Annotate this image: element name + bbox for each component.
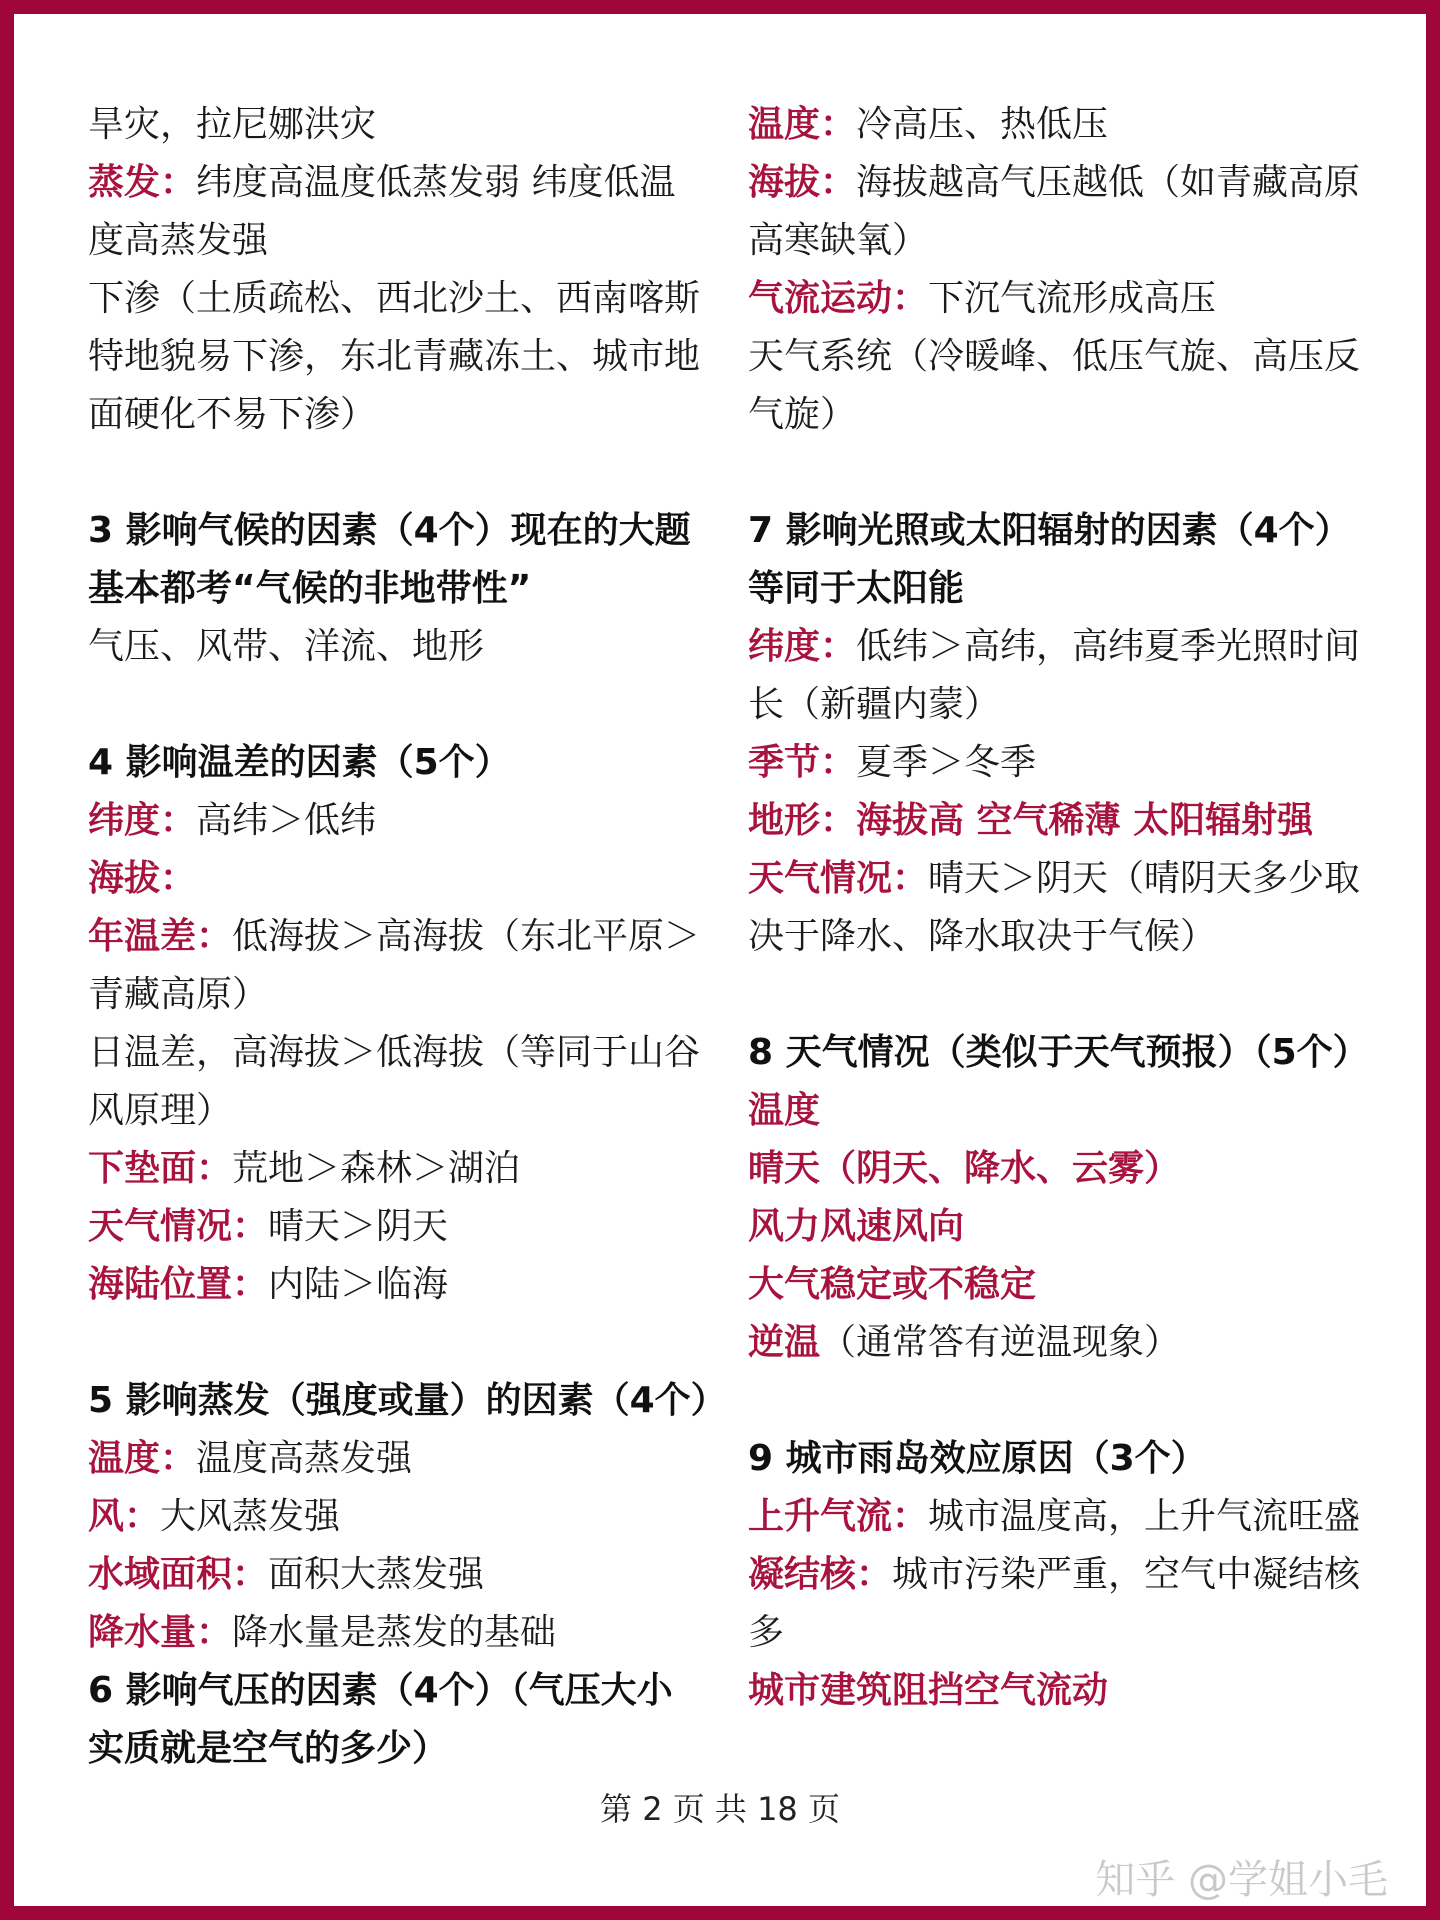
term-label: 海陆位置： [88, 1264, 269, 1305]
text-line: 水域面积：面积大蒸发强 [88, 1554, 485, 1595]
highlight-text: 风力风速风向 [748, 1206, 965, 1247]
text-line: 度高蒸发强 [88, 220, 269, 261]
text-line: 高寒缺氧） [748, 220, 929, 261]
text-line: 季节：夏季＞冬季 [748, 742, 1037, 783]
term-label: 海拔： [88, 858, 197, 899]
spacer [748, 1372, 1368, 1430]
text-line: 降水量：降水量是蒸发的基础 [88, 1612, 557, 1653]
section-heading-6-cont: 实质就是空气的多少） [88, 1728, 449, 1769]
term-label: 季节： [748, 742, 857, 783]
term-label: 凝结核： [748, 1554, 893, 1595]
text-line: 气旋） [748, 394, 857, 435]
term-label: 下垫面： [88, 1148, 233, 1189]
text-line [748, 1198, 1368, 1256]
spacer [88, 1314, 708, 1372]
highlight-text: 城市建筑阻挡空气流动 [748, 1670, 1109, 1711]
term-label: 天气情况： [88, 1206, 269, 1247]
term-label: 地形： [748, 800, 857, 841]
text-line: 旱灾，拉尼娜洪灾 [88, 104, 377, 145]
text-line: 逆温（通常答有逆温现象） [748, 1322, 1181, 1363]
term-label: 温度： [748, 104, 857, 145]
section-heading-3-cont: 基本都考“气候的非地带性” [88, 568, 532, 609]
term-label: 纬度： [88, 800, 197, 841]
text-line: 纬度：高纬＞低纬 [88, 800, 377, 841]
text-line: 下垫面：荒地＞森林＞湖泊 [88, 1148, 521, 1189]
section-heading-5: 5 影响蒸发（强度或量）的因素（4个） [88, 1380, 727, 1421]
text-line: 特地貌易下渗，东北青藏冻土、城市地 [88, 336, 701, 377]
text-line: 天气情况：晴天＞阴天（晴阴天多少取 [748, 858, 1361, 899]
spacer [88, 676, 708, 734]
text-line: 长（新疆内蒙） [748, 684, 1001, 725]
highlight-text: 温度 [748, 1090, 821, 1131]
text-line: 年温差：低海拔＞高海拔（东北平原＞ [88, 916, 701, 957]
highlight-text: 大气稳定或不稳定 [748, 1264, 1037, 1305]
term-label: 纬度： [748, 626, 857, 667]
text-line: 风：大风蒸发强 [88, 1496, 341, 1537]
text-line: 温度：温度高蒸发强 [88, 1438, 413, 1479]
text-line [748, 792, 1368, 850]
text-line: 纬度：低纬＞高纬，高纬夏季光照时间 [748, 626, 1361, 667]
term-label: 天气情况： [748, 858, 929, 899]
section-heading-7-cont: 等同于太阳能 [748, 568, 965, 609]
text-line [748, 1140, 1368, 1198]
text-line: 面硬化不易下渗） [88, 394, 377, 435]
text-line: 下渗（土质疏松、西北沙土、西南喀斯 [88, 278, 701, 319]
text-line: 日温差，高海拔＞低海拔（等同于山谷 [88, 1032, 701, 1073]
text-line: 凝结核：城市污染严重，空气中凝结核 [748, 1554, 1361, 1595]
section-heading-4: 4 影响温差的因素（5个） [88, 742, 511, 783]
text-line [748, 1662, 1368, 1720]
term-label: 风： [88, 1496, 161, 1537]
term-label: 气流运动： [748, 278, 929, 319]
section-heading-7: 7 影响光照或太阳辐射的因素（4个） [748, 510, 1351, 551]
term-label: 年温差： [88, 916, 233, 957]
text-line: 上升气流：城市温度高，上升气流旺盛 [748, 1496, 1361, 1537]
text-line: 气压、风带、洋流、地形 [88, 626, 485, 667]
text-line: 决于降水、降水取决于气候） [748, 916, 1217, 957]
text-line: 多 [748, 1612, 785, 1653]
text-line: 风原理） [88, 1090, 233, 1131]
spacer [748, 444, 1368, 502]
text-line: 海拔：海拔越高气压越低（如青藏高原 [748, 162, 1361, 203]
term-label: 海拔： [748, 162, 857, 203]
text-line: 蒸发：纬度高温度低蒸发弱 纬度低温 [88, 162, 676, 203]
section-heading-8: 8 天气情况（类似于天气预报）（5个） [748, 1032, 1369, 1073]
text-line [88, 850, 708, 908]
term-label: 温度： [88, 1438, 197, 1479]
text-line: 海陆位置：内陆＞临海 [88, 1264, 449, 1305]
text-line [748, 1256, 1368, 1314]
text-line: 青藏高原） [88, 974, 269, 1015]
text-line: 温度：冷高压、热低压 [748, 104, 1109, 145]
highlight-text: 晴天（阴天、降水、云雾） [748, 1148, 1181, 1189]
text-line: 天气系统（冷暖峰、低压气旋、高压反 [748, 336, 1361, 377]
term-label: 蒸发： [88, 162, 197, 203]
section-heading-9: 9 城市雨岛效应原因（3个） [748, 1438, 1207, 1479]
spacer [748, 966, 1368, 1024]
highlight-text: 海拔高 空气稀薄 太阳辐射强 [856, 800, 1314, 841]
page-number: 第 2 页 共 18 页 [600, 1790, 840, 1828]
section-heading-3: 3 影响气候的因素（4个）现在的大题 [88, 510, 691, 551]
term-label: 逆温 [748, 1322, 821, 1363]
text-line [748, 1082, 1368, 1140]
left-column [88, 96, 727, 1778]
watermark: 知乎 @学姐小毛 [1095, 1857, 1388, 1903]
document-page [14, 14, 1426, 1906]
text-line: 气流运动：下沉气流形成高压 [748, 278, 1217, 319]
right-column [748, 96, 1368, 1720]
term-label: 上升气流： [748, 1496, 929, 1537]
term-label: 降水量： [88, 1612, 233, 1653]
spacer [88, 444, 708, 502]
section-heading-6: 6 影响气压的因素（4个）（气压大小 [88, 1670, 673, 1711]
term-label: 水域面积： [88, 1554, 269, 1595]
text-line: 天气情况：晴天＞阴天 [88, 1206, 449, 1247]
